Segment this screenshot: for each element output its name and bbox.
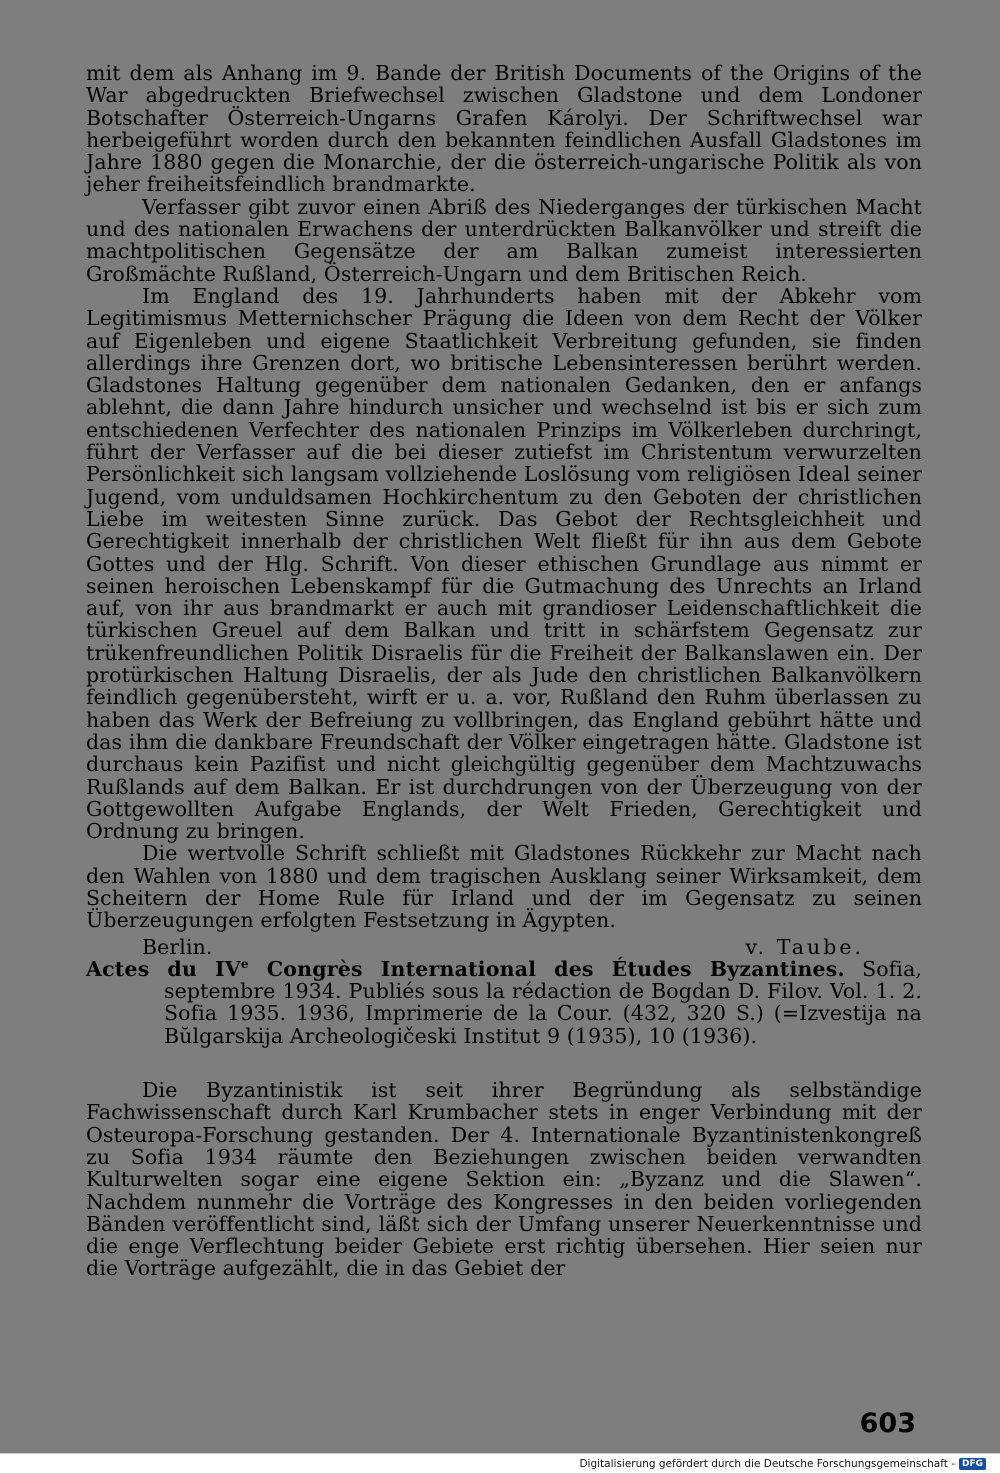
review1-paragraph-1: mit dem als Anhang im 9. Bande der British Documents of the Origins of the War abgedruckten Briefwechsel zwischen Gladstone und dem Londoner Botschafter Österreich-Ungarns Grafen Károlyi. Der Schriftwechsel war herbeigeführt worden durch den bekannten feindlichen Ausfall Gladstones im Jahre 1880 gegen die Monarchie, der die österreich-ungarische Politik als von jeher freiheitsfeindlich brandmarkte. — [86, 61, 922, 197]
review2-citation: Sofia, septembre 1934. Publiés sous la rédaction de Bogdan D. Filov. Vol. 1. 2. Sofia 1935. 1936, Imprimerie de la Cour. (432, 320 S.) (=Izvestija na Bŭlgarskija Archeologičeski Institut 9 (1935), 10 (1936). — [164, 956, 923, 1048]
review1-signature — [86, 934, 922, 958]
footer-bar — [0, 1453, 1000, 1473]
review1-paragraph-3: Im England des 19. Jahrhunderts haben mit der Abkehr vom Legitimismus Metternichscher Prägung die Ideen von dem Recht der Völker auf Eigenleben und eigene Staatlichkeit Verbreitung gefunden, sie finden allerdings ihre Grenzen dort, wo britische Lebensinteressen berührt werden. Gladstones Haltung gegenüber dem nationalen Gedanken, den er anfangs ablehnt, die dann Jahre hindurch unsicher und wechselnd ist bis er sich zum entschiedenen Verfechter des nationalen Prinzips im Völkerleben durchringt, führt der Verfasser auf die bei dieser zutiefst im Christentum verwurzelten Persönlichkeit sich langsam vollziehende Loslösung vom religiösen Ideal seiner Jugend, vom unduldsamen Hochkirchentum zu den Geboten der christlichen Liebe im weitesten Sinne zurück. Das Gebot der Rechtsgleichheit und Gerechtigkeit innerhalb der christlichen Welt fließt für ihn aus dem Gebote Gottes und der Hlg. Schrift. Von dieser ethischen Grundlage aus nimmt er seinen heroischen Lebenskampf für die Gutmachung des Unrechts an Irland auf, von ihr aus brandmarkt er auch mit grandioser Leidenschaftlichkeit die türkischen Greuel auf dem Balkan und tritt in schärfstem Gegensatz zur trükenfreundlichen Politik Disraelis für die Freiheit der Balkanslawen ein. Der protürkischen Haltung Disraelis, der als Jude den christlichen Balkanvölkern feindlich gegenübersteht, wirft er u. a. vor, Rußland den Ruhm überlassen zu haben das Werk der Befreiung zu vollbringen, das England gebührt hätte und das ihm die dankbare Freundschaft der Völker eingetragen hätte. Gladstone ist durchaus kein Pazifist und nicht gleichgültig gegenüber dem Machtzuwachs Rußlands auf dem Balkan. Er ist durchdrungen von der Überzeugung von der Gottgewollten Aufgabe Englands, der Welt Frieden, Gerechtigkeit und Ordnung zu bringen. — [86, 283, 922, 844]
review1-paragraph-4: Die wertvolle Schrift schließt mit Gladstones Rückkehr zur Macht nach den Wahlen von 1880 und dem tragischen Ausklang seiner Wirksamkeit, dem Scheitern der Home Rule für Irland und der im Gegensatz zu seinen Überzeugungen erfolgten Festsetzung in Ägypten. — [86, 841, 922, 933]
footer-text: Digitalisierung gefördert durch die Deutsche Forschungsgemeinschaft - — [579, 1457, 955, 1470]
review2-bibliographic-entry — [86, 958, 922, 1047]
review2-title: Actes du IVe Congrès International des Études Byzantines. — [86, 956, 845, 981]
text-column — [86, 62, 922, 1280]
review2-body: Die Byzantinistik ist seit ihrer Begründung als selbständige Fachwissenschaft durch Karl Krumbacher stets in enger Verbindung mit der Osteuropa-Forschung gestanden. Der 4. Internationale Byzantinistenkongreß zu Sofia 1934 räumte den Beziehungen zwischen beiden verwandten Kulturwelten sogar eine eigene Sektion ein: „Byzanz und die Slawen“. Nachdem nunmehr die Vorträge des Kongresses in den beiden vorliegenden Bänden veröffentlicht sind, läßt sich der Umfang unserer Neuerkenntnisse und die enge Verflechtung beider Gebiete erst richtig übersehen. Hier seien nur die Vorträge aufgezählt, die in das Gebiet der — [86, 1078, 922, 1281]
review1-paragraph-2: Verfasser gibt zuvor einen Abriß des Niederganges der türkischen Macht und des nationalen Erwachens der unterdrückten Balkanvölker und streift die machtpolitischen Gegensätze der am Balkan zumeist interessierten Großmächte Rußland, Österreich-Ungarn und dem Britischen Reich. — [86, 194, 922, 286]
page-number: 603 — [859, 1408, 916, 1439]
dfg-logo: DFG — [959, 1458, 986, 1470]
review1-author: v. Taube. — [745, 934, 864, 959]
review1-place: Berlin. — [142, 934, 213, 959]
